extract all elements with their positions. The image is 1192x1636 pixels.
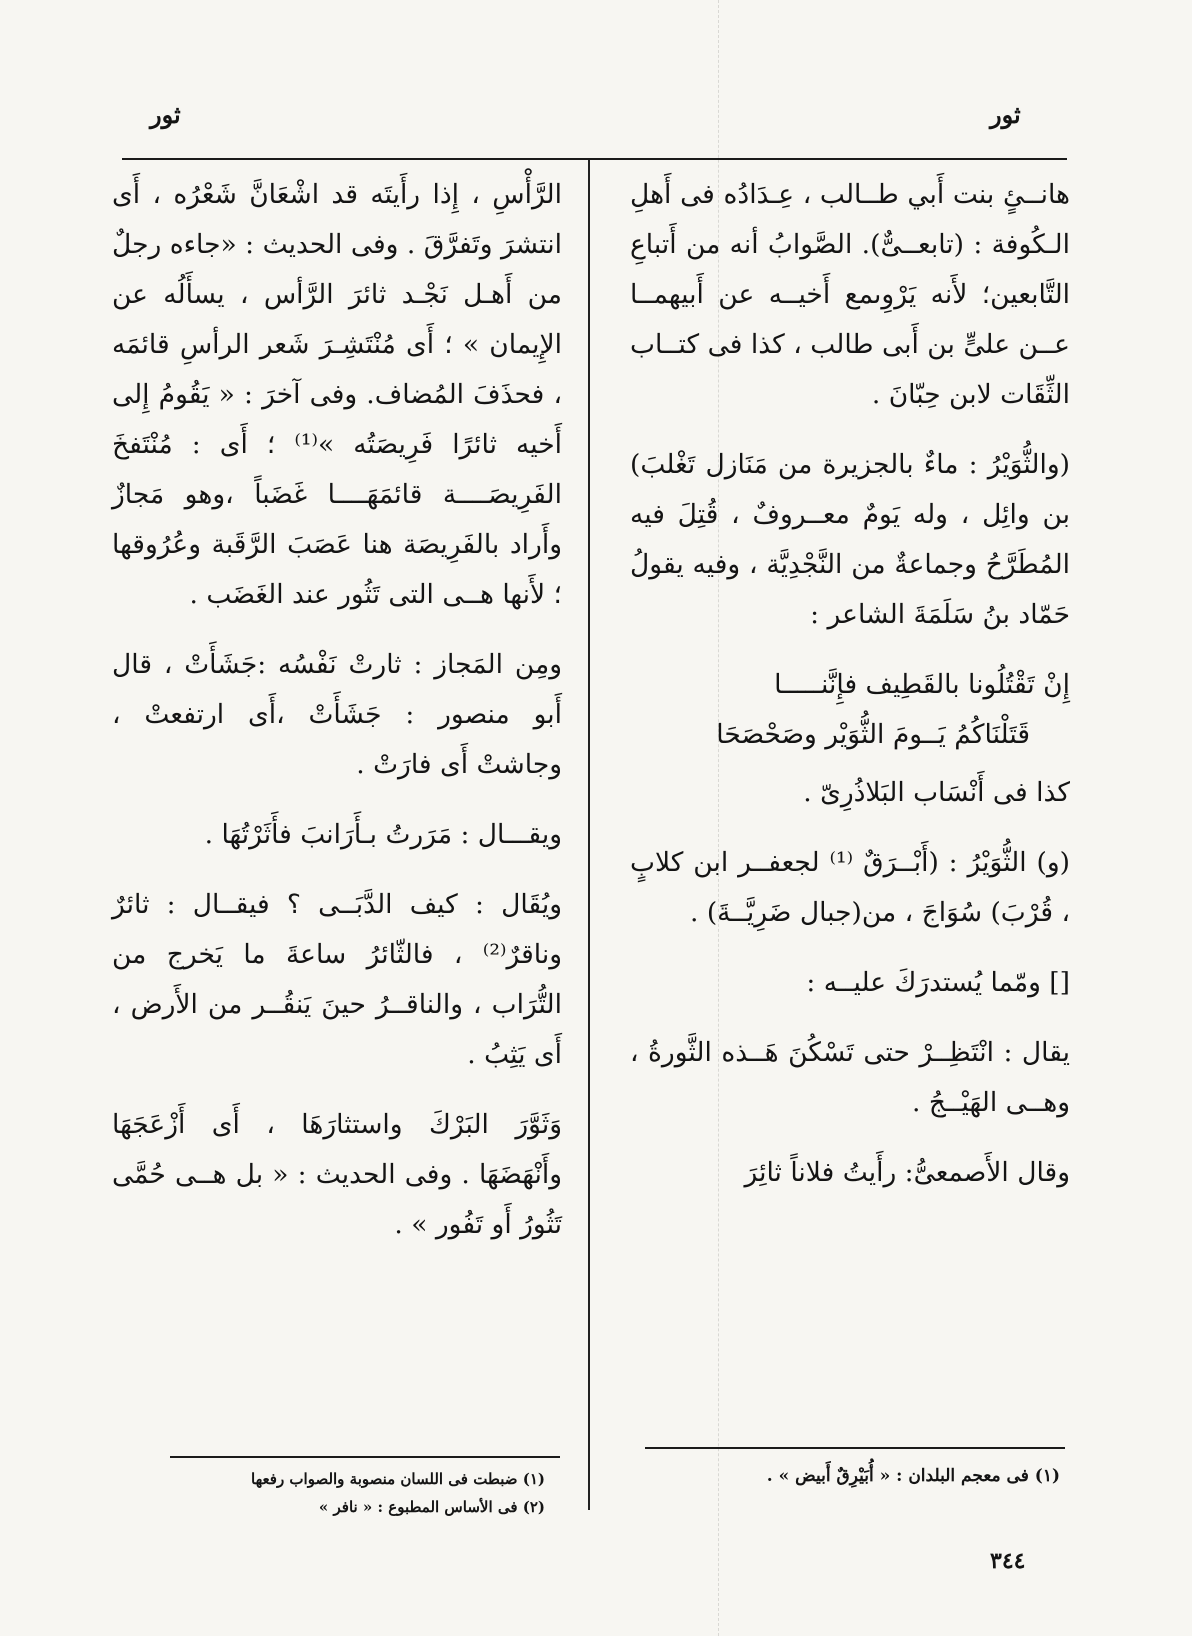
running-head-left: ثور bbox=[150, 100, 181, 129]
left-column bbox=[112, 170, 562, 1270]
paragraph: (و) الثُّوَيْرُ : (أَبْــرَقٌ ⁽¹⁾ لجعفــر ابن كلابٍ ، قُرْبَ) سُوَاجَ ، من(جبال ضَرِيَّــةَ) . bbox=[630, 847, 1070, 928]
paragraph: ويُقَال : كيف الدَّبَــى ؟ فيقــال : ثائرٌ وناقرٌ⁽²⁾ ، فالثّائرُ ساعةَ ما يَخرج من التُّرَاب ، والناقــرُ حينَ يَنقُــر من الأَرض ، أَى يَثِبُ . bbox=[112, 889, 562, 1070]
paragraph: وقال الأَصمعىُّ: رأَيتُ فلاناً ثائِرَ bbox=[744, 1157, 1070, 1188]
footnote: (١) فى معجم البلدان : « أُبَيْرِقٌ أَبيض » . bbox=[766, 1466, 1060, 1486]
paragraph: هانــئٍ بنت أَبي طــالب ، عِـدَادُه فى أَهلِ الـكُوفة : (تابعــىٌّ). الصَّوابُ أنه من أَتباعِ التَّابعين؛ لأَنه يَرْوِىمع أَخيــه عن أَبيهمــا عــن علىٍّ بن أَبى طالب ، كذا فى كتــاب الثِّقَات لابن حِبّانَ . bbox=[630, 179, 1070, 410]
right-column bbox=[630, 170, 1070, 1218]
footnote: (٢) فى الأساس المطبوع : « نافر » bbox=[318, 1498, 545, 1516]
paragraph: وَثَوَّرَ البَرْكَ واستثارَهَا ، أَى أَزْعَجَهَا وأَنْهَضَهَا . وفى الحديث : « بل هــى حُمَّى تَثُورُ أَو تَفُور » . bbox=[112, 1109, 562, 1240]
footnote: (١) ضبطت فى اللسان منصوبة والصواب رفعها bbox=[251, 1470, 545, 1488]
running-head-right: ثور bbox=[990, 100, 1021, 129]
footnotes-left bbox=[165, 1465, 545, 1521]
verse-line: إِنْ تَقْتُلُونا بالقَطِيف فإِنَّنـــــا bbox=[774, 669, 1070, 700]
paragraph: يقال : انْتَظِــرْ حتى تَسْكُنَ هَــذه الثَّورةُ ، وهــى الهَيْــجُ . bbox=[630, 1037, 1070, 1118]
paragraph: الرَّأْسِ ، إِذا رأَيتَه قد اشْعَانَّ شَعْرُه ، أَى انتشرَ وتَفرَّقَ . وفى الحديث : «جاءه رجلٌ من أَهـل نَجْـد ثائرَ الرَّأس ، يسأَلُه عن الإِيمان » ؛ أَى مُنْتَشِـرَ شَعر الرأسِ قائمَه ، فحذَفَ المُضاف. وفى آخرَ : « يَقُومُ إِلى أَخيه ثائرًا فَرِيصَتُه »⁽¹⁾ ؛ أَى : مُنْتَفخَ الفَرِيصَــــة قائمَهَــــا غَضَباً ،وهو مَجازٌ وأَراد بالفَرِيصَة هنا عَصَبَ الرَّقَبة وعُرُوقها ؛ لأَنها هــى التى تَثُور عند الغَضَب . bbox=[112, 179, 563, 610]
page-number: ٣٤٤ bbox=[990, 1548, 1026, 1574]
paragraph: (والثُّوَيْرُ : ماءٌ بالجزيرة من مَنَازل تَغْلبَ) بن وائِل ، وله يَومٌ معــروفٌ ، قُتِلَ فيه المُطَرَّحُ وجماعةٌ من النَّجْدِيَّة ، وفيه يقولُ حَمّاد بنُ سَلَمَةَ الشاعر : bbox=[630, 449, 1070, 630]
header-rule bbox=[122, 158, 1067, 160]
paragraph: ومِن المَجاز : ثارتْ نَفْسُه :جَشَأَتْ ، قال أَبو منصور : جَشَأَتْ ،أَى ارتفعتْ ، وجاشتْ أَى فارَتْ . bbox=[112, 649, 562, 780]
column-divider bbox=[588, 160, 590, 1510]
footnote-rule-right bbox=[645, 1447, 1065, 1449]
footnote-rule-left bbox=[170, 1456, 560, 1458]
footnotes-right bbox=[640, 1462, 1060, 1490]
verse-line: قَتَلْنَاكُمُ يَــومَ الثُّوَيْر وصَحْصَحَا bbox=[716, 719, 1030, 750]
paragraph: ويقـــال : مَرَرتُ بـأَرَانبَ فأَثَرْتُهَا . bbox=[204, 819, 562, 850]
verse bbox=[630, 660, 1070, 760]
paragraph: كذا فى أَنْسَاب البَلاذُرِىّ . bbox=[803, 777, 1070, 808]
paragraph: [] ومّما يُستدرَكَ عليــه : bbox=[806, 967, 1070, 998]
